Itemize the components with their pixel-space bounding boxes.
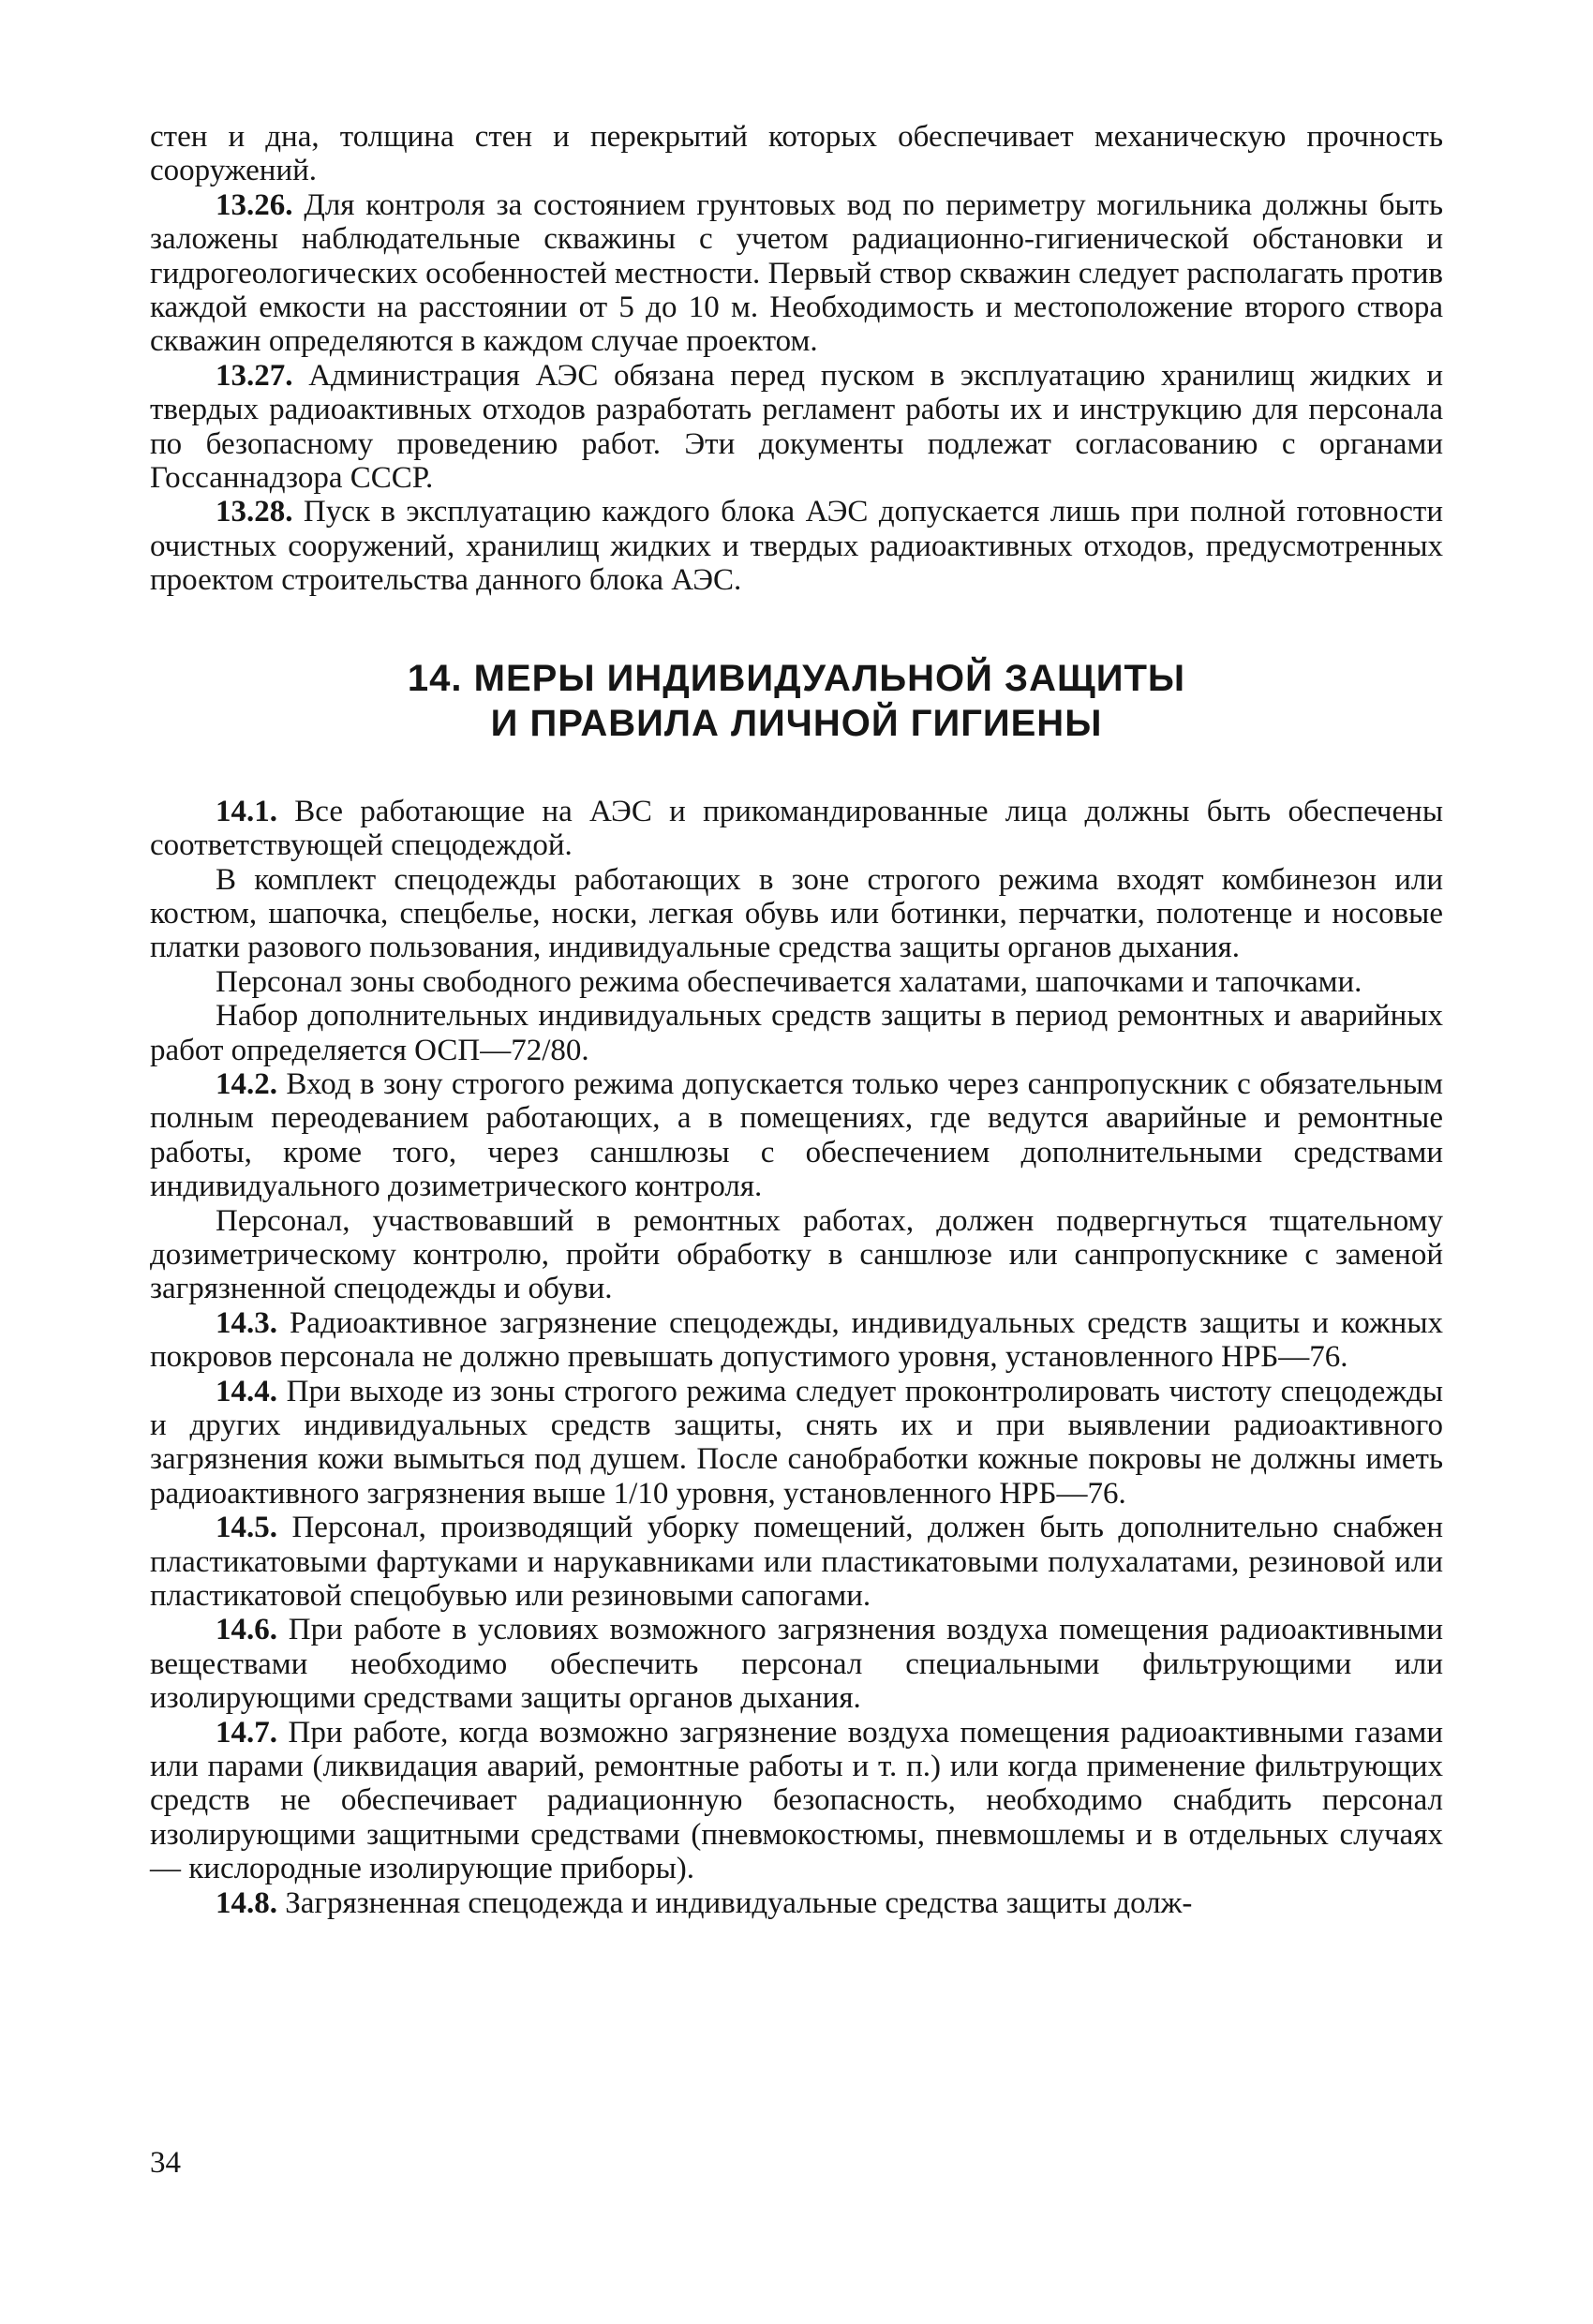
paragraph-number: 14.3.: [216, 1305, 277, 1340]
paragraph-text: Администрация АЭС обязана перед пуском в эксплуатацию хранилищ жидких и твердых радиоактивных отходов разработать регламент работы их и инструкцию для персонала по безопасному проведению работ. Эти документы подлежат согласованию с органами Госсаннадзора СССР.: [150, 358, 1444, 496]
paragraph-number: 13.27.: [216, 358, 293, 393]
paragraph-number: 13.28.: [216, 495, 293, 529]
paragraph-text: При выходе из зоны строгого режима следует проконтролировать чистоту спецодежды и других индивидуальных средств защиты, снять их и при выявлении радиоактивного загрязнения кожи вымыться под душем. После санобработки кожные покровы не должны иметь радиоактивного загрязнения выше 1/10 уровня, установленного НРБ—76.: [150, 1374, 1443, 1511]
paragraph-14-2-repair: [150, 1204, 1443, 1306]
paragraph-14-4: [150, 1375, 1443, 1512]
paragraph-14-1-free-zone: [150, 965, 1443, 999]
document-page: [150, 120, 1443, 1920]
paragraph-number: 14.8.: [216, 1885, 277, 1920]
paragraph-14-6: [150, 1613, 1443, 1715]
paragraph-13-28: [150, 495, 1443, 597]
page-number: 34: [150, 2146, 181, 2180]
section-paragraphs: [150, 795, 1443, 1920]
paragraph-14-2: [150, 1067, 1443, 1204]
paragraph-text: Персонал, участвовавший в ремонтных работах, должен подвергнуться тщательному дозиметрическому контролю, пройти обработку в саншлюзе или санпропускнике с заменой загрязненной спецодежды и обуви.: [150, 1203, 1443, 1306]
paragraph-text: Все работающие на АЭС и прикомандированные лица должны быть обеспечены соответствующей спецодеждой.: [150, 794, 1444, 863]
paragraph-text: В комплект спецодежды работающих в зоне строгого режима входят комбинезон или костюм, шапочка, спецбелье, носки, легкая обувь или ботинки, перчатки, полотенце и носовые платки разового пользования, индивидуальные средства защиты органов дыхания.: [150, 862, 1443, 965]
paragraph-14-3: [150, 1306, 1443, 1375]
paragraph-number: 14.7.: [216, 1715, 277, 1750]
paragraph-continuation: [150, 120, 1443, 188]
paragraph-14-1: [150, 795, 1443, 863]
paragraph-text: Персонал, производящий уборку помещений, должен быть дополнительно снабжен пластикатовыми фартуками и нарукавниками или пластикатовыми полухалатами, резиновой или пластикатовой спецобувью или резиновыми сапогами.: [150, 1511, 1443, 1614]
paragraph-text: Персонал зоны свободного режима обеспечивается халатами, шапочками и тапочками.: [216, 964, 1362, 999]
section-heading-line-1: 14. МЕРЫ ИНДИВИДУАЛЬНОЙ ЗАЩИТЫ: [407, 657, 1186, 699]
paragraph-14-5: [150, 1511, 1443, 1613]
paragraph-number: 14.6.: [216, 1613, 277, 1647]
paragraph-text: Вход в зону строгого режима допускается только через санпропускник с обязательным полным переодеванием работающих, а в помещениях, где ведутся аварийные и ремонтные работы, кроме того, через саншлюзы с обеспечением дополнительными средствами индивидуального дозиметрического контроля.: [150, 1066, 1444, 1204]
paragraph-number: 14.1.: [216, 794, 277, 828]
paragraph-14-8: [150, 1886, 1443, 1920]
paragraph-text: Для контроля за состоянием грунтовых вод по периметру могильника должны быть заложены наблюдательные скважины с учетом радиационно-гигиенической обстановки и гидрогеологических особенностей местности. Первый створ скважин следует располагать против каждой емкости на расстоянии от 5 до 10 м. Необходимость и местоположение второго створа скважин определяются в каждом случае проектом.: [150, 187, 1444, 359]
paragraph-text: Пуск в эксплуатацию каждого блока АЭС допускается лишь при полной готовности очистных сооружений, хранилищ жидких и твердых радиоактивных отходов, предусмотренных проектом строительства данного блока АЭС.: [150, 495, 1444, 598]
paragraph-text: Радиоактивное загрязнение спецодежды, индивидуальных средств защиты и кожных покровов персонала не должно превышать допустимого уровня, установленного НРБ—76.: [150, 1305, 1444, 1375]
paragraph-text: Загрязненная спецодежда и индивидуальные средства защиты долж-: [285, 1885, 1193, 1920]
paragraph-number: 14.5.: [216, 1511, 277, 1545]
section-heading-line-2: И ПРАВИЛА ЛИЧНОЙ ГИГИЕНЫ: [490, 702, 1103, 744]
section-heading: [150, 656, 1443, 746]
paragraph-14-1-additional: [150, 999, 1443, 1067]
paragraph-text: стен и дна, толщина стен и перекрытий которых обеспечивает механическую прочность сооружений.: [150, 120, 1443, 188]
paragraph-text: Набор дополнительных индивидуальных средств защиты в период ремонтных и аварийных работ определяется ОСП—72/80.: [150, 999, 1443, 1067]
paragraph-14-7: [150, 1716, 1443, 1886]
paragraph-text: При работе в условиях возможного загрязнения воздуха помещения радиоактивными веществами необходимо обеспечить персонал специальными фильтрующими или изолирующими средствами защиты органов дыхания.: [150, 1613, 1444, 1716]
paragraph-13-26: [150, 188, 1443, 359]
paragraph-14-1-kit: [150, 863, 1443, 965]
paragraph-13-27: [150, 359, 1443, 496]
paragraph-text: При работе, когда возможно загрязнение воздуха помещения радиоактивными газами или парами (ликвидация аварий, ремонтные работы и т. п.) или когда применение фильтрующих средств не обеспечивает радиационную безопасность, необходимо снабдить персонал изолирующими защитными средствами (пневмокостюмы, пневмошлемы и в отдельных случаях — кислородные изолирующие приборы).: [150, 1715, 1443, 1886]
paragraph-number: 13.26.: [216, 187, 293, 222]
top-paragraphs: [150, 120, 1443, 598]
paragraph-number: 14.2.: [216, 1066, 277, 1101]
paragraph-number: 14.4.: [216, 1374, 277, 1408]
